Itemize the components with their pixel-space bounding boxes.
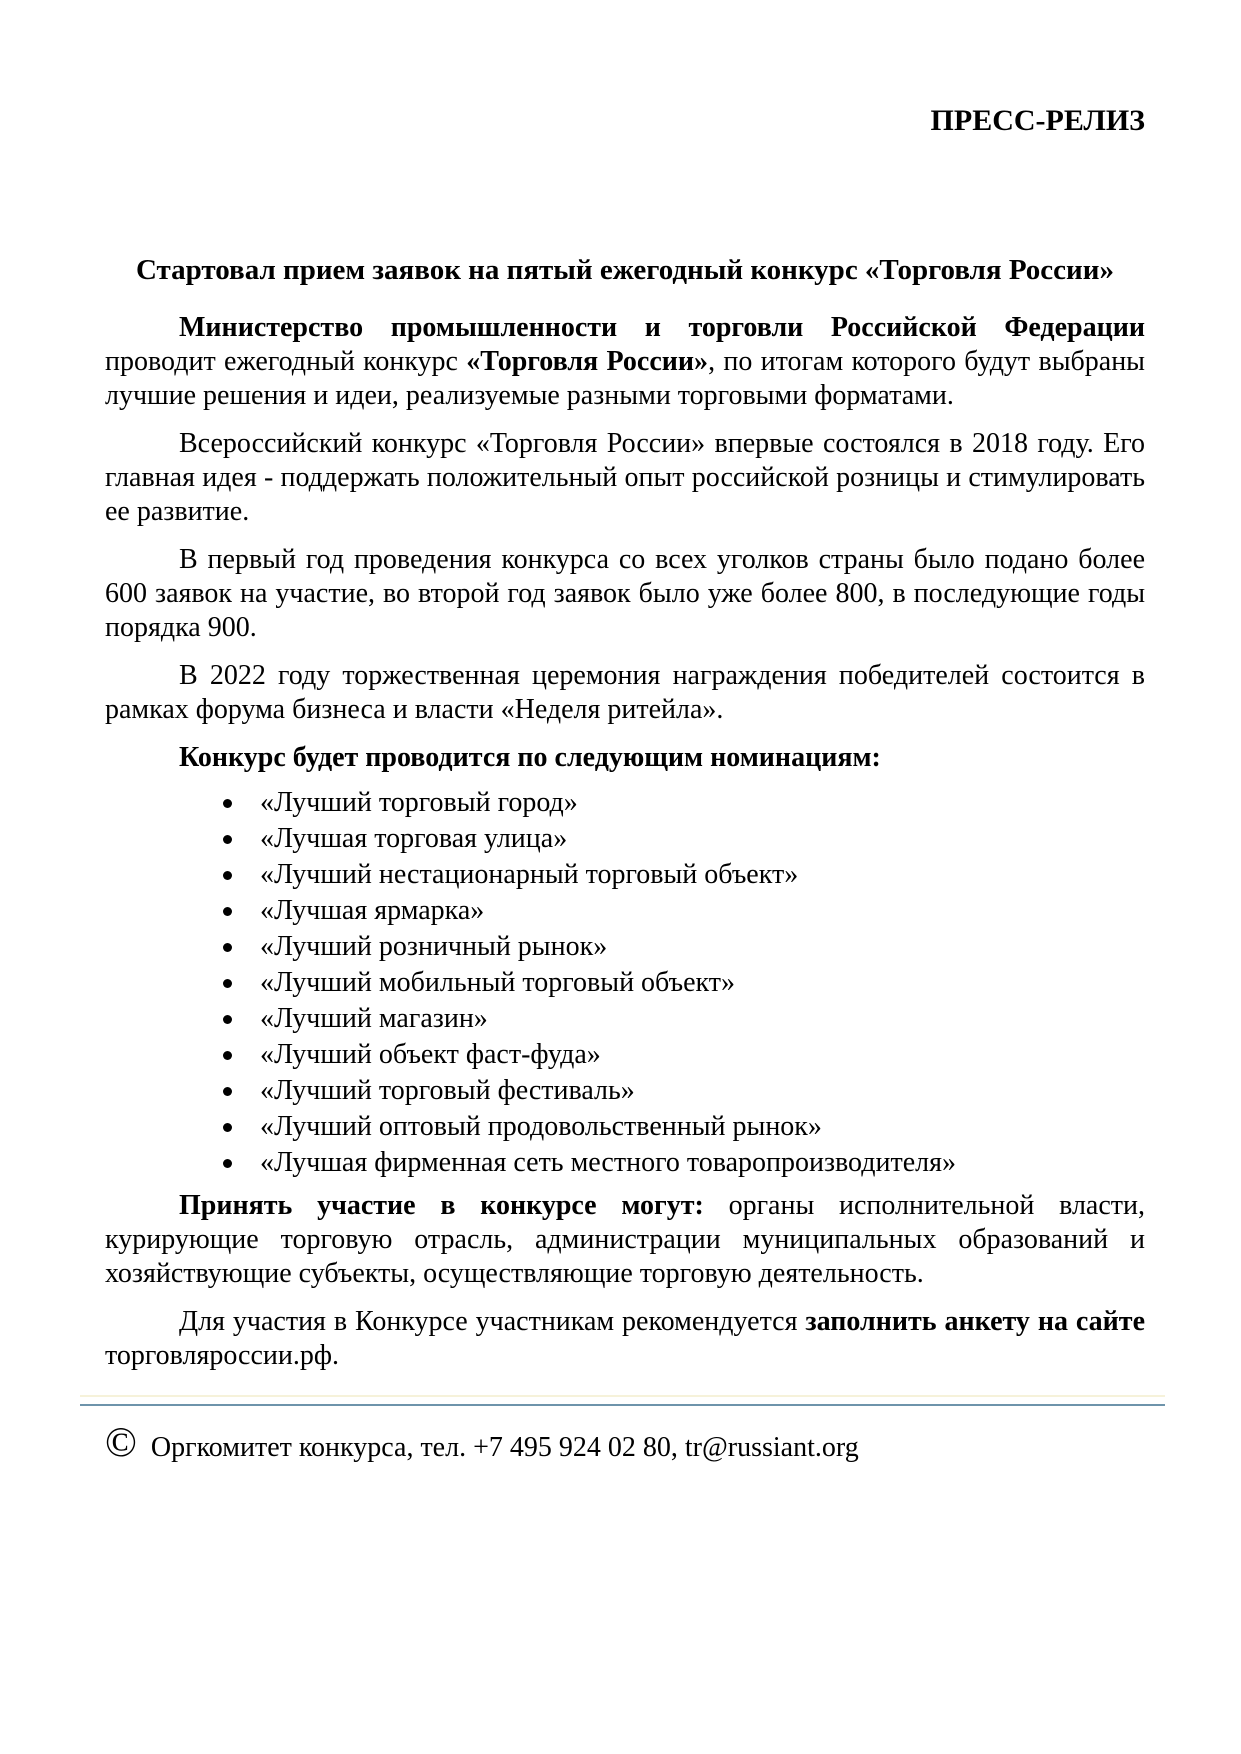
nomination-label: «Лучший торговый город» [260,787,578,818]
bullet-icon [223,835,232,844]
bullet-icon [223,1087,232,1096]
nomination-item [105,785,1145,821]
nomination-item [105,1109,1145,1145]
bullet-icon [223,979,232,988]
nominations-heading: Конкурс будет проводится по следующим номинациям: [179,742,881,773]
nomination-label: «Лучший магазин» [260,1003,488,1034]
copyright-icon: © [105,1420,137,1466]
footer-contact-text: Оргкомитет конкурса, тел. +7 495 924 02 80, tr@russiant.org [150,1432,859,1463]
document-kicker: ПРЕСС-РЕЛИЗ [930,104,1145,137]
footer-divider-accent [80,1395,1165,1397]
intro-bold-ministry: Министерство промышленности и торговли Российской Федерации [179,312,1145,343]
bullet-icon [223,907,232,916]
intro-bold-contest-name: «Торговля России» [466,346,709,377]
bullet-icon [223,871,232,880]
nomination-item [105,1145,1145,1181]
participants-regular: органы исполнительной власти, курирующие торговую отрасль, администрации муниципальных образований и хозяйствующие субъекты, осуществляющие торговую деятельность. [105,1190,1145,1289]
footer [105,1422,1145,1466]
paragraph-history: Всероссийский конкурс «Торговля России» впервые состоялся в 2018 году. Его главная идея - поддержать положительный опыт российской розницы и стимулировать ее развитие. [105,428,1145,527]
nomination-label: «Лучший торговый фестиваль» [260,1075,635,1106]
intro-regular-2: , по итогам которого будут выбраны лучшие решения и идеи, реализуемые разными торговыми форматами. [105,346,1145,411]
registration-regular-1: Для участия в Конкурсе участникам рекомендуется [179,1306,806,1337]
bullet-icon [223,1123,232,1132]
nomination-item [105,857,1145,893]
nomination-item [105,1001,1145,1037]
paragraph-registration [105,1305,1145,1373]
registration-bold: заполнить анкету на сайте [805,1306,1145,1337]
bullet-icon [223,799,232,808]
nomination-item [105,1073,1145,1109]
intro-regular-1: проводит ежегодный конкурс [105,346,467,377]
footer-divider [80,1404,1165,1406]
nomination-label: «Лучший нестационарный торговый объект» [260,859,799,890]
nomination-label: «Лучшая ярмарка» [260,895,485,926]
paragraph-participants [105,1189,1145,1291]
document-title: Стартовал прием заявок на пятый ежегодный конкурс «Торговля России» [136,254,1114,286]
nomination-item [105,893,1145,929]
paragraph-intro [105,311,1145,413]
nomination-label: «Лучший объект фаст-фуда» [260,1039,601,1070]
bullet-icon [223,1015,232,1024]
bullet-icon [223,1159,232,1168]
nomination-label: «Лучший розничный рынок» [260,931,608,962]
bullet-icon [223,943,232,952]
nomination-label: «Лучший оптовый продовольственный рынок» [260,1111,822,1142]
nomination-item [105,821,1145,857]
registration-regular-2: торговляроссии.рф. [105,1340,340,1371]
bullet-icon [223,1051,232,1060]
paragraph-applications: В первый год проведения конкурса со всех уголков страны было подано более 600 заявок на участие, во второй год заявок было уже более 800, в последующие годы порядка 900. [105,544,1145,643]
nomination-item [105,929,1145,965]
nomination-label: «Лучшая торговая улица» [260,823,568,854]
nomination-item [105,1037,1145,1073]
nomination-item [105,965,1145,1001]
nomination-label: «Лучшая фирменная сеть местного товаропроизводителя» [260,1147,956,1178]
nomination-label: «Лучший мобильный торговый объект» [260,967,735,998]
nominations-list [105,785,1145,1181]
participants-bold-lead: Принять участие в конкурсе могут: [179,1190,704,1221]
paragraph-ceremony: В 2022 году торжественная церемония награждения победителей состоится в рамках форума бизнеса и власти «Неделя ритейла». [105,660,1145,725]
